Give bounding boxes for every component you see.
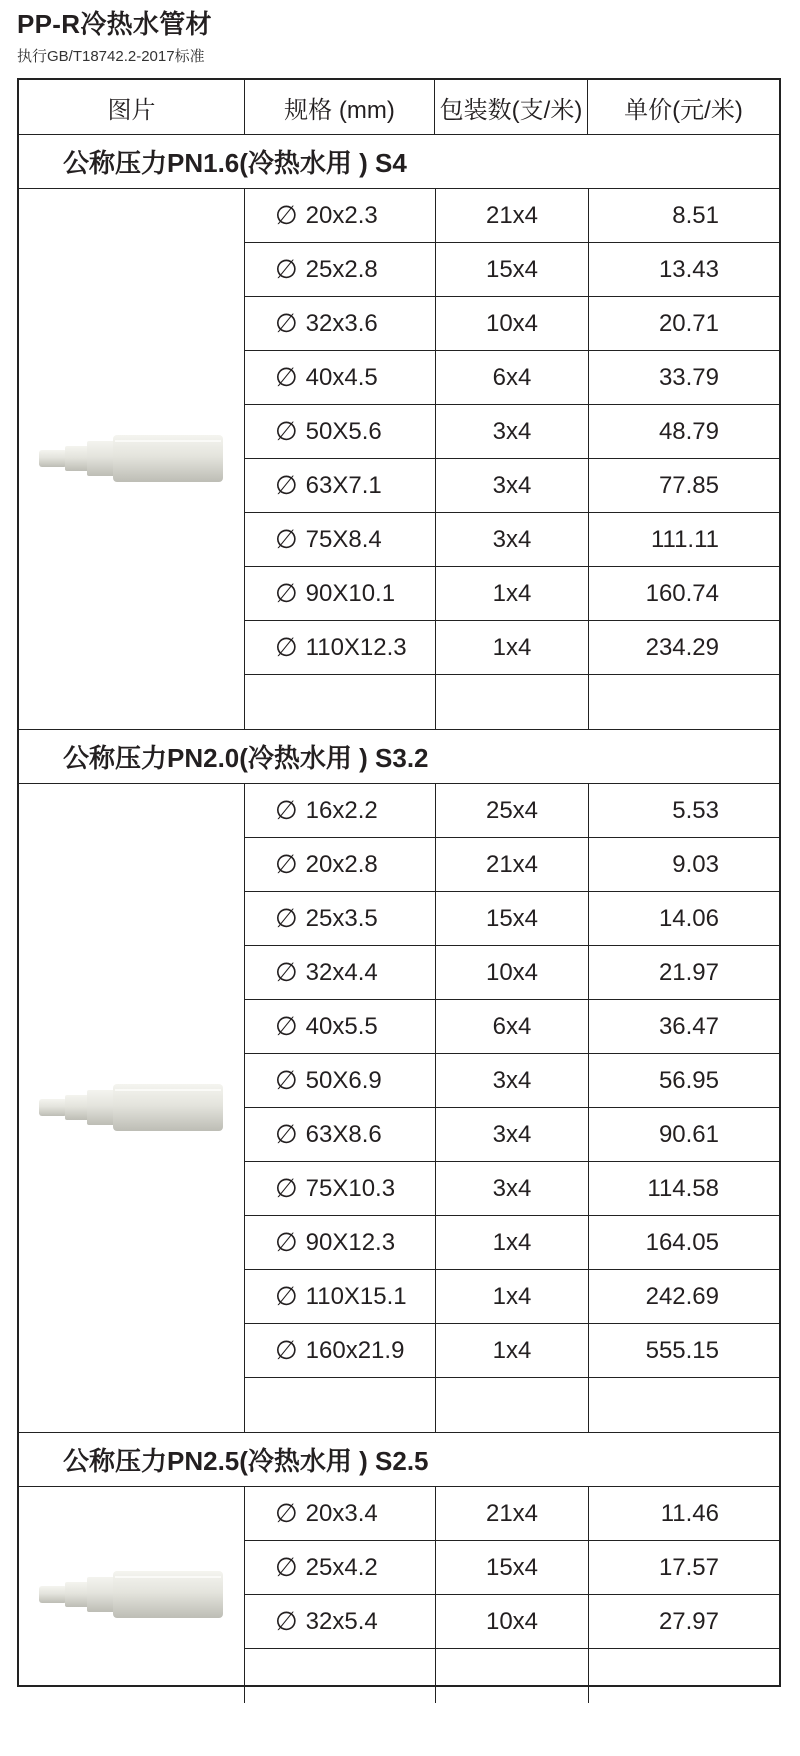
pack-cell: 1x4 bbox=[435, 1270, 588, 1323]
spec-value: 20x3.4 bbox=[305, 1499, 378, 1527]
pack-cell: 6x4 bbox=[435, 1000, 588, 1053]
diameter-icon: ∅ bbox=[275, 1065, 298, 1095]
spec-value: 40x5.5 bbox=[305, 1012, 378, 1040]
pack-cell: 3x4 bbox=[435, 1054, 588, 1107]
price-cell: 27.97 bbox=[588, 1595, 779, 1648]
price-cell: 36.47 bbox=[588, 1000, 779, 1053]
spec-rows bbox=[244, 784, 779, 1432]
blank-cell bbox=[588, 1649, 779, 1703]
spec-cell bbox=[245, 1162, 435, 1215]
diameter-icon: ∅ bbox=[275, 632, 298, 662]
table-row bbox=[245, 351, 779, 405]
spec-value: 40x4.5 bbox=[305, 363, 378, 391]
pack-cell: 1x4 bbox=[435, 567, 588, 620]
pack-cell: 6x4 bbox=[435, 351, 588, 404]
price-cell: 160.74 bbox=[588, 567, 779, 620]
diameter-icon: ∅ bbox=[275, 1606, 298, 1636]
blank-cell bbox=[245, 675, 435, 729]
spec-cell bbox=[245, 1324, 435, 1377]
table-row bbox=[245, 567, 779, 621]
spec-value: 20x2.3 bbox=[305, 201, 378, 229]
spec-value: 63X8.6 bbox=[305, 1120, 382, 1148]
table-row bbox=[245, 621, 779, 675]
blank-row bbox=[245, 1378, 779, 1432]
blank-row bbox=[245, 675, 779, 729]
table-row bbox=[245, 1487, 779, 1541]
spec-cell bbox=[245, 838, 435, 891]
spec-value: 110X12.3 bbox=[305, 633, 407, 661]
diameter-icon: ∅ bbox=[275, 1119, 298, 1149]
spec-cell bbox=[245, 1541, 435, 1594]
diameter-icon: ∅ bbox=[275, 1281, 298, 1311]
blank-cell bbox=[588, 1378, 779, 1432]
pipe-image-cell bbox=[19, 189, 244, 729]
diameter-icon: ∅ bbox=[275, 254, 298, 284]
table-row bbox=[245, 1108, 779, 1162]
spec-cell bbox=[245, 189, 435, 242]
table-row bbox=[245, 1595, 779, 1649]
pack-cell: 3x4 bbox=[435, 459, 588, 512]
table-row bbox=[245, 1324, 779, 1378]
price-cell: 164.05 bbox=[588, 1216, 779, 1269]
diameter-icon: ∅ bbox=[275, 957, 298, 987]
header-pack: 包装数(支/米) bbox=[434, 80, 587, 134]
pack-cell: 3x4 bbox=[435, 1108, 588, 1161]
pack-cell: 1x4 bbox=[435, 1216, 588, 1269]
table-row bbox=[245, 1000, 779, 1054]
spec-value: 75X10.3 bbox=[305, 1174, 396, 1202]
pack-cell: 1x4 bbox=[435, 621, 588, 674]
diameter-icon: ∅ bbox=[275, 308, 298, 338]
header-spec: 规格 (mm) bbox=[244, 80, 434, 134]
spec-cell bbox=[245, 297, 435, 350]
price-table bbox=[17, 78, 781, 1687]
table-row bbox=[245, 784, 779, 838]
spec-cell bbox=[245, 1216, 435, 1269]
price-cell: 555.15 bbox=[588, 1324, 779, 1377]
spec-value: 90X12.3 bbox=[305, 1228, 396, 1256]
pipe-image-cell bbox=[19, 784, 244, 1432]
table-row bbox=[245, 1162, 779, 1216]
pack-cell: 10x4 bbox=[435, 946, 588, 999]
price-cell: 114.58 bbox=[588, 1162, 779, 1215]
spec-value: 160x21.9 bbox=[305, 1336, 405, 1364]
spec-value: 25x3.5 bbox=[305, 904, 378, 932]
diameter-icon: ∅ bbox=[275, 1498, 298, 1528]
pack-cell: 15x4 bbox=[435, 243, 588, 296]
table-header bbox=[19, 80, 779, 135]
table-sections bbox=[19, 135, 779, 1703]
price-cell: 13.43 bbox=[588, 243, 779, 296]
blank-cell bbox=[435, 1649, 588, 1703]
blank-row bbox=[245, 1649, 779, 1703]
ppr-pipe-icon bbox=[37, 1080, 227, 1136]
spec-cell bbox=[245, 1000, 435, 1053]
spec-cell bbox=[245, 513, 435, 566]
diameter-icon: ∅ bbox=[275, 903, 298, 933]
diameter-icon: ∅ bbox=[275, 1173, 298, 1203]
spec-cell bbox=[245, 1054, 435, 1107]
price-cell: 56.95 bbox=[588, 1054, 779, 1107]
diameter-icon: ∅ bbox=[275, 524, 298, 554]
pack-cell: 3x4 bbox=[435, 1162, 588, 1215]
spec-cell bbox=[245, 1487, 435, 1540]
table-row bbox=[245, 1270, 779, 1324]
spec-cell bbox=[245, 243, 435, 296]
spec-cell bbox=[245, 892, 435, 945]
blank-cell bbox=[245, 1378, 435, 1432]
price-cell: 234.29 bbox=[588, 621, 779, 674]
table-row bbox=[245, 243, 779, 297]
blank-cell bbox=[588, 675, 779, 729]
pack-cell: 3x4 bbox=[435, 405, 588, 458]
section-title: 公称压力PN2.5(冷热水用 ) S2.5 bbox=[19, 1433, 779, 1487]
spec-value: 25x2.8 bbox=[305, 255, 378, 283]
diameter-icon: ∅ bbox=[275, 470, 298, 500]
price-cell: 17.57 bbox=[588, 1541, 779, 1594]
price-cell: 21.97 bbox=[588, 946, 779, 999]
section-body bbox=[19, 1487, 779, 1703]
spec-cell bbox=[245, 405, 435, 458]
price-cell: 14.06 bbox=[588, 892, 779, 945]
spec-cell bbox=[245, 946, 435, 999]
pack-cell: 25x4 bbox=[435, 784, 588, 837]
price-cell: 8.51 bbox=[588, 189, 779, 242]
pack-cell: 3x4 bbox=[435, 513, 588, 566]
price-cell: 9.03 bbox=[588, 838, 779, 891]
diameter-icon: ∅ bbox=[275, 416, 298, 446]
table-row bbox=[245, 405, 779, 459]
pack-cell: 15x4 bbox=[435, 892, 588, 945]
diameter-icon: ∅ bbox=[275, 1552, 298, 1582]
spec-cell bbox=[245, 459, 435, 512]
section-title: 公称压力PN1.6(冷热水用 ) S4 bbox=[19, 135, 779, 189]
ppr-pipe-icon bbox=[37, 1567, 227, 1623]
spec-value: 25x4.2 bbox=[305, 1553, 378, 1581]
table-row bbox=[245, 297, 779, 351]
pack-cell: 21x4 bbox=[435, 838, 588, 891]
page-title: PP-R冷热水管材 bbox=[17, 9, 212, 39]
spec-value: 50X6.9 bbox=[305, 1066, 382, 1094]
spec-value: 32x3.6 bbox=[305, 309, 378, 337]
spec-cell bbox=[245, 1108, 435, 1161]
spec-cell bbox=[245, 784, 435, 837]
spec-value: 63X7.1 bbox=[305, 471, 382, 499]
diameter-icon: ∅ bbox=[275, 1227, 298, 1257]
pipe-image-cell bbox=[19, 1487, 244, 1703]
diameter-icon: ∅ bbox=[275, 1011, 298, 1041]
header-price: 单价(元/米) bbox=[587, 80, 779, 134]
price-cell: 5.53 bbox=[588, 784, 779, 837]
blank-cell bbox=[435, 675, 588, 729]
blank-cell bbox=[435, 1378, 588, 1432]
spec-rows bbox=[244, 1487, 779, 1703]
diameter-icon: ∅ bbox=[275, 849, 298, 879]
price-cell: 77.85 bbox=[588, 459, 779, 512]
price-cell: 11.46 bbox=[588, 1487, 779, 1540]
table-row bbox=[245, 1541, 779, 1595]
diameter-icon: ∅ bbox=[275, 578, 298, 608]
diameter-icon: ∅ bbox=[275, 362, 298, 392]
price-cell: 33.79 bbox=[588, 351, 779, 404]
spec-value: 20x2.8 bbox=[305, 850, 378, 878]
section-body bbox=[19, 784, 779, 1433]
spec-value: 32x5.4 bbox=[305, 1607, 378, 1635]
pack-cell: 21x4 bbox=[435, 1487, 588, 1540]
spec-value: 110X15.1 bbox=[305, 1282, 407, 1310]
price-cell: 20.71 bbox=[588, 297, 779, 350]
spec-cell bbox=[245, 1595, 435, 1648]
section-body bbox=[19, 189, 779, 730]
ppr-pipe-icon bbox=[37, 431, 227, 487]
table-row bbox=[245, 946, 779, 1000]
table-row bbox=[245, 892, 779, 946]
table-row bbox=[245, 1216, 779, 1270]
diameter-icon: ∅ bbox=[275, 1335, 298, 1365]
spec-cell bbox=[245, 621, 435, 674]
table-row bbox=[245, 838, 779, 892]
spec-cell bbox=[245, 351, 435, 404]
blank-cell bbox=[245, 1649, 435, 1703]
table-row bbox=[245, 1054, 779, 1108]
spec-value: 32x4.4 bbox=[305, 958, 378, 986]
spec-value: 75X8.4 bbox=[305, 525, 382, 553]
spec-value: 50X5.6 bbox=[305, 417, 382, 445]
price-cell: 242.69 bbox=[588, 1270, 779, 1323]
price-cell: 90.61 bbox=[588, 1108, 779, 1161]
spec-rows bbox=[244, 189, 779, 729]
spec-cell bbox=[245, 567, 435, 620]
table-row bbox=[245, 189, 779, 243]
pack-cell: 21x4 bbox=[435, 189, 588, 242]
price-cell: 48.79 bbox=[588, 405, 779, 458]
header-image: 图片 bbox=[107, 96, 156, 124]
spec-value: 16x2.2 bbox=[305, 796, 378, 824]
pack-cell: 10x4 bbox=[435, 297, 588, 350]
pack-cell: 10x4 bbox=[435, 1595, 588, 1648]
pack-cell: 15x4 bbox=[435, 1541, 588, 1594]
table-row bbox=[245, 513, 779, 567]
table-row bbox=[245, 459, 779, 513]
spec-cell bbox=[245, 1270, 435, 1323]
price-cell: 111.11 bbox=[588, 513, 779, 566]
diameter-icon: ∅ bbox=[275, 795, 298, 825]
pack-cell: 1x4 bbox=[435, 1324, 588, 1377]
diameter-icon: ∅ bbox=[275, 200, 298, 230]
section-title: 公称压力PN2.0(冷热水用 ) S3.2 bbox=[19, 730, 779, 784]
spec-value: 90X10.1 bbox=[305, 579, 396, 607]
standard-subtitle: 执行GB/T18742.2-2017标准 bbox=[17, 48, 205, 65]
